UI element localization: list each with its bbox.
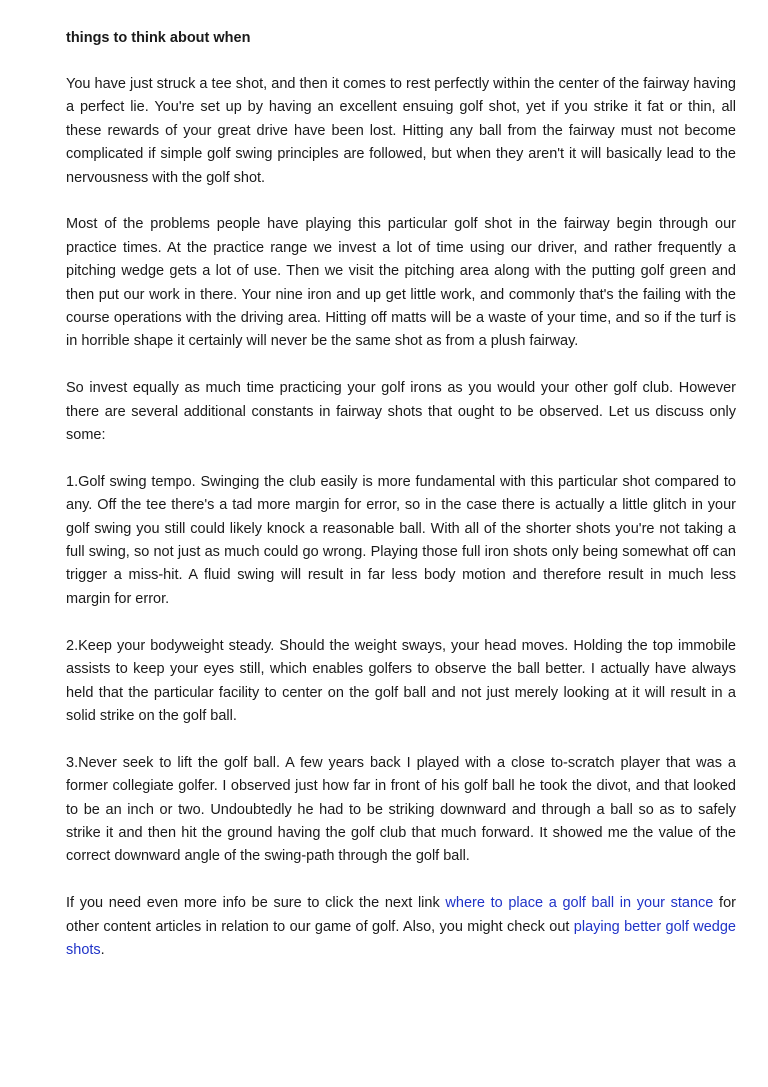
closing-text-2: for other content articles in relation to our game of golf. Also, you might check out (66, 895, 736, 935)
paragraph-intro: You have just struck a tee shot, and then it comes to rest perfectly within the center of the fairway having a perfect lie. You're set up by having an excellent ensuing golf shot, yet if you strike it fat or thin, all these rewards of your great drive have been lost. Hitting any ball from the fairway must not become complicated if simple golf swing principles are followed, but when they aren't it will basically lead to the nervousness with the golf shot. (66, 76, 736, 186)
wedge-shots-link[interactable]: playing better golf wedge shots (66, 918, 736, 958)
closing-text-1: If you need even more info be sure to click the next link (66, 895, 446, 912)
paragraph-tempo: 1.Golf swing tempo. Swinging the club easily is more fundamental with this particular shot compared to any. Off the tee there's a tad more margin for error, so in the case there is actually a little glitch in your golf swing you still could likely knock a reasonable ball. With all of the shorter shots you're not taking a full swing, so not just as much could go wrong. Playing those full iron shots only being somewhat off can trigger a miss-hit. A fluid swing will result in far less body motion and therefore result in much less margin for error. (66, 473, 736, 607)
paragraph-practice-problems: Most of the problems people have playing this particular golf shot in the fairway begin through our practice times. At the practice range we invest a lot of time using our driver, and rather frequently a pitching wedge gets a lot of use. Then we visit the pitching area along with the putting golf green and then put our work in there. Your nine iron and up get little work, and commonly that's the failing with the course operations with the driving area. Hitting off matts will be a waste of your time, and so if the turf is in horrible shape it certainly will never be the same shot as from a plush fairway. (66, 216, 736, 350)
document-page (66, 27, 736, 986)
paragraph-invest-time: So invest equally as much time practicing your golf irons as you would your other golf club. However there are several additional constants in fairway shots that ought to be observed. Let us discuss only some: (66, 380, 736, 444)
paragraph-bodyweight: 2.Keep your bodyweight steady. Should the weight sways, your head moves. Holding the top immobile assists to keep your eyes still, which enables golfers to observe the ball better. I actually have always held that the particular facility to center on the golf ball and not just merely looking at it will result in a solid strike on the golf ball. (66, 637, 736, 724)
stance-link[interactable]: where to place a golf ball in your stance (445, 895, 714, 912)
paragraph-closing (66, 892, 736, 962)
closing-text-3: . (100, 941, 105, 958)
paragraph-lift-ball: 3.Never seek to lift the golf ball. A few years back I played with a close to-scratch player that was a former collegiate golfer. I observed just how far in front of his golf ball he took the divot, and that looked to be an inch or two. Undoubtedly he had to be striking downward and through a ball so as to safely strike it and then hit the ground having the golf club that much forward. It showed me the value of the correct downward angle of the swing-path through the golf ball. (66, 754, 736, 865)
document-title: things to think about when (66, 30, 251, 46)
